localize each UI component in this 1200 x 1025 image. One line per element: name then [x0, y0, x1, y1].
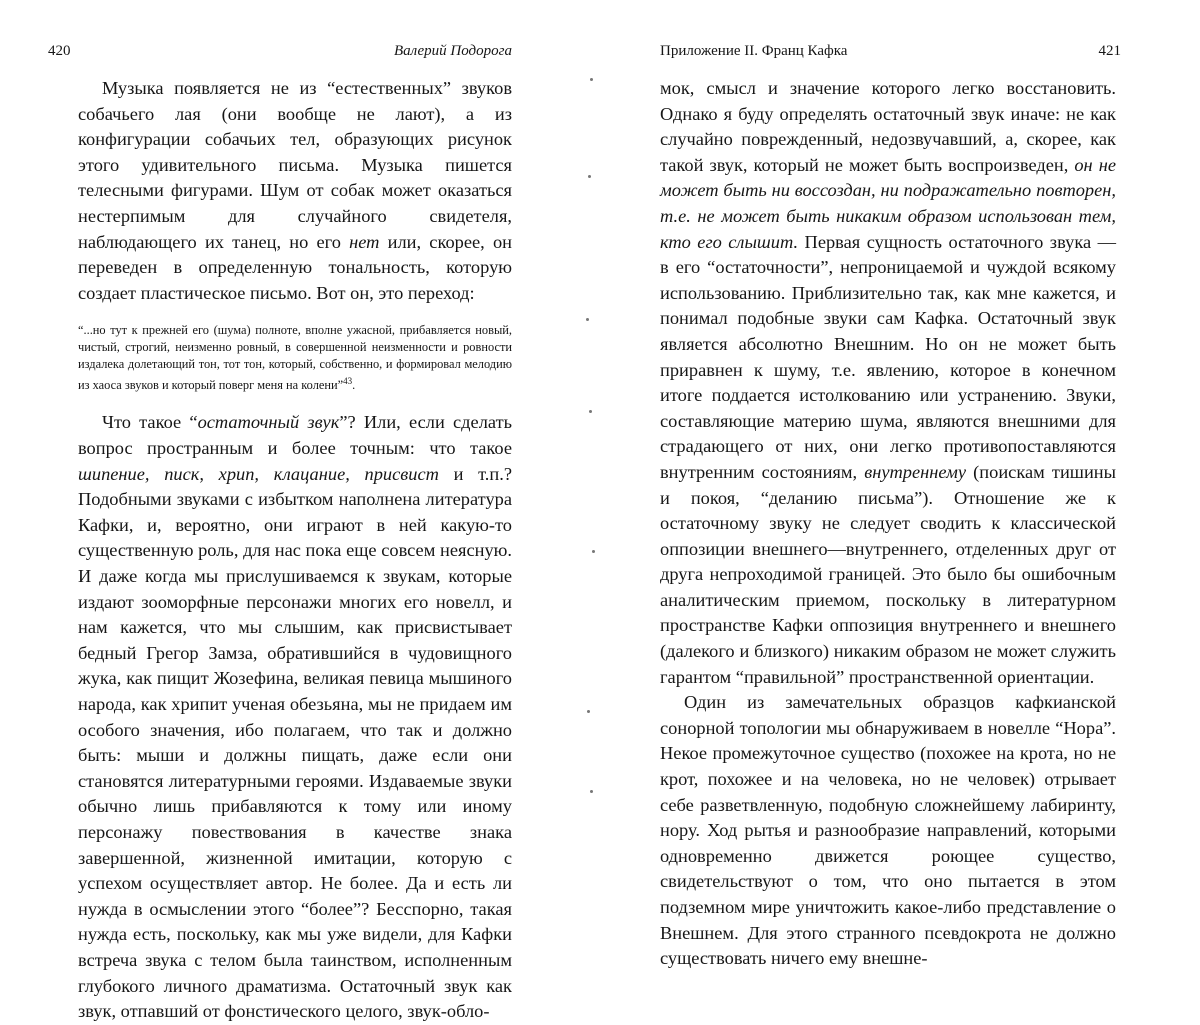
- left-p1-text: Музыка появляется не из “естественных” звуков собачьего лая (они вообще не лают), а из конфигурации собачьих тел, образующих рисунок этого удивительного письма. Музыка пишется телесными фигурами. Шум от собак может оказаться нестерпимым для случайного свидетеля, наблюдающего их танец, но его: [78, 78, 512, 252]
- right-page-body: [660, 76, 1116, 972]
- left-page-number: 420: [48, 43, 71, 59]
- left-running-title: Валерий Подорога: [393, 43, 512, 59]
- gutter-speck: [590, 78, 593, 81]
- left-paragraph-1: [78, 76, 512, 306]
- left-p1-emphasis: нет: [349, 231, 380, 252]
- gutter-speck: [588, 175, 591, 178]
- left-block-quote: “...но тут к прежней его (шума) полноте, вполне ужасной, прибавляется новый, чистый, строгий, неизменно ровный, в совершенной неизменности и ровности издалека долетающий тон, тот тон, который, собственно, и формировал мелодию из хаоса звуков и который поверг меня на колени”$^{43}$.: [78, 323, 512, 393]
- gutter-speck: [590, 790, 593, 793]
- left-page: [48, 0, 513, 1022]
- gutter-speck: [592, 550, 595, 553]
- gutter-speck: [589, 410, 592, 413]
- right-page: [660, 0, 1121, 969]
- gutter-speck: [586, 318, 589, 321]
- left-running-head: [48, 40, 512, 62]
- right-p1-emphasis-1: он не может быть ни воссоздан, ни подражательно повторен, т.е. не может быть никаким образом использован тем, кто его слышит.: [660, 154, 1116, 252]
- right-paragraph-1: [660, 76, 1116, 690]
- left-p1-text-end: или, скорее, он переведен в определенную тональность, которую создает пластическое письмо. Вот он, это переход:: [78, 231, 513, 303]
- left-paragraph-2: [78, 410, 512, 1024]
- right-running-title: Приложение II. Франц Кафка: [660, 43, 848, 59]
- footnote-ref: 43: [343, 376, 353, 387]
- left-p2-text-b: ”? Или, если сделать вопрос пространным и более точным: что такое: [78, 412, 512, 459]
- right-paragraph-2: [660, 690, 1116, 972]
- right-p1-text-c: (поискам тишины и покоя, “деланию письма”). Отношение же к остаточному звуку не следует сводить к классической оппозиции внешнего—внутреннего, отделенных друг от друга непроходимой границей. Это было бы ошибочным аналитическим приемом, поскольку в литературном пространстве Кафки оппозиция внутреннего и внешнего (далекого и близкого) никаким образом не может служить гарантом “правильной” пространственной ориентации.: [660, 461, 1116, 687]
- right-p1-text-a: мок, смысл и значение которого легко восстановить. Однако я буду определять остаточный звук иначе: не как случайно поврежденный, недозвучавший, а, скорее, как такой звук, который не может быть воспроизведен,: [660, 78, 1116, 175]
- right-p2-text: Один из замечательных образцов кафкианской сонорной топологии мы обнаруживаем в новелле “Нора”. Некое промежуточное существо (похожее на крота, но не крот, похожее и на человека, но не человек) отрывает себе разветвленную, подобную сложнейшему лабиринту, нору. Ход рытья и разнообразие направлений, которыми одновременно движется роющее существо, свидетельствуют о том, что оно пытается в этом подземном мире уничтожить какое-либо представление о Внешнем. Для этого странного псевдокрота не должно существовать ничего ему внешне-: [660, 692, 1116, 969]
- left-p2-emphasis-2: шипение, писк, хрип, клацание, присвист: [78, 463, 439, 484]
- quote-text: “...но тут к прежней его (шума) полноте, вполне ужасной, прибавляется новый, чистый, строгий, неизменно ровный, в совершенной неизменности и ровности издалека долетающий тон, тот тон, который, собственно, и формировал мелодию из хаоса звуков и который поверг меня на колени”: [78, 323, 512, 393]
- left-p2-text-c: и т.п.? Подобными звуками с избытком наполнена литература Кафки, и, вероятно, они играют в ней какую-то существенную роль, для нас пока еще совсем неясную. И даже когда мы прислушиваемся к звукам, которые издают зооморфные персонажи многих его новелл, и нам кажется, что мы слышим, как присвистывает бедный Грегор Замза, обратившийся в чудовищного жука, как пищит Жозефина, великая певица мышиного народа, как хрипит ученая обезьяна, мы не придаем им особого значения, ибо полагаем, что так и должно быть: мыши и должны пищать, даже если они становятся литературными героями. Издаваемые звуки обычно лишь прибавляются к тому или иному персонажу повествования в качестве знака завершенной, жизненной имитации, которую с успехом осуществляет автор. Не более. Да и есть ли нужда в осмыслении этого “более”? Бесспорно, такая нужда есть, поскольку, как мы уже видели, для Кафки встреча звука с телом была таинством, исполненным глубокого личного драматизма. Остаточный звук как звук, отпавший от фонстического целого, звук-обло-: [78, 463, 513, 1022]
- left-p2-emphasis-1: остаточный звук: [197, 412, 340, 433]
- gutter-specks: [580, 60, 600, 860]
- right-p1-emphasis-2: внутреннему: [864, 461, 967, 482]
- gutter-speck: [587, 710, 590, 713]
- left-page-body: [78, 76, 512, 1025]
- right-page-number: 421: [1098, 43, 1121, 59]
- left-p2-text-a: Что такое “: [102, 412, 198, 433]
- right-running-head: [660, 40, 1121, 62]
- right-p1-text-b: Первая сущность остаточного звука — в его “остаточности”, непроницаемой и чуждой всякому использованию. Приблизительно так, как мне кажется, и понимал подобные звуки сам Кафка. Остаточный звук является абсолютно Внешним. Но он не может быть приравнен к шуму, т.е. явлению, которое в конечном итоге поддается истолкованию или устранению. Звуки, составляющие материю шума, являются внешними для страдающего от них, они легко противопоставляются внутренним состояниям,: [660, 231, 1116, 482]
